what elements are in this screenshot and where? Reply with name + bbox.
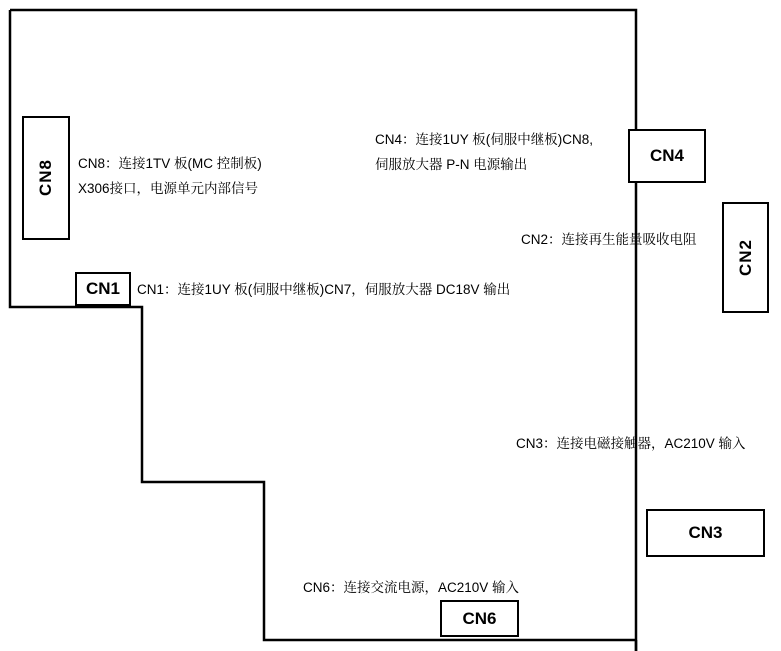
note-cn3 xyxy=(516,432,746,457)
connector-cn2-label: CN2 xyxy=(735,238,755,276)
note-cn4-line1: CN4：连接1UY 板(伺服中继板)CN8, xyxy=(375,132,594,147)
connector-cn8[interactable] xyxy=(22,116,70,240)
note-cn6 xyxy=(303,576,519,601)
note-cn1 xyxy=(137,278,510,303)
note-cn4 xyxy=(375,128,593,178)
note-cn3-line1: CN3：连接电磁接触器，AC210V 输入 xyxy=(516,436,746,451)
note-cn8-line1: CN8：连接1TV 板(MC 控制板) xyxy=(78,156,262,171)
connector-cn6[interactable] xyxy=(440,600,519,637)
connector-cn1[interactable] xyxy=(75,272,131,306)
note-cn8-line2: X306接口，电源单元内部信号 xyxy=(78,180,259,196)
connector-cn6-label: CN6 xyxy=(462,608,497,628)
connector-cn3[interactable] xyxy=(646,509,765,557)
connector-cn3-label: CN3 xyxy=(688,523,723,542)
connector-cn2[interactable] xyxy=(722,202,769,313)
note-cn1-line1: CN1：连接1UY 板(伺服中继板)CN7，伺服放大器 DC18V 输出 xyxy=(137,282,511,297)
note-cn6-line1: CN6：连接交流电源，AC210V 输入 xyxy=(303,580,520,595)
connector-cn8-label: CN8 xyxy=(36,159,55,197)
note-cn2-line1: CN2：连接再生能量吸收电阻 xyxy=(521,232,697,247)
connector-cn4[interactable] xyxy=(628,129,706,183)
note-cn4-line2: 伺服放大器 P-N 电源输出 xyxy=(375,156,528,172)
note-cn2 xyxy=(521,228,697,253)
connector-cn1-label: CN1 xyxy=(85,279,120,298)
connector-cn4-label: CN4 xyxy=(649,146,684,165)
note-cn8 xyxy=(78,152,262,202)
